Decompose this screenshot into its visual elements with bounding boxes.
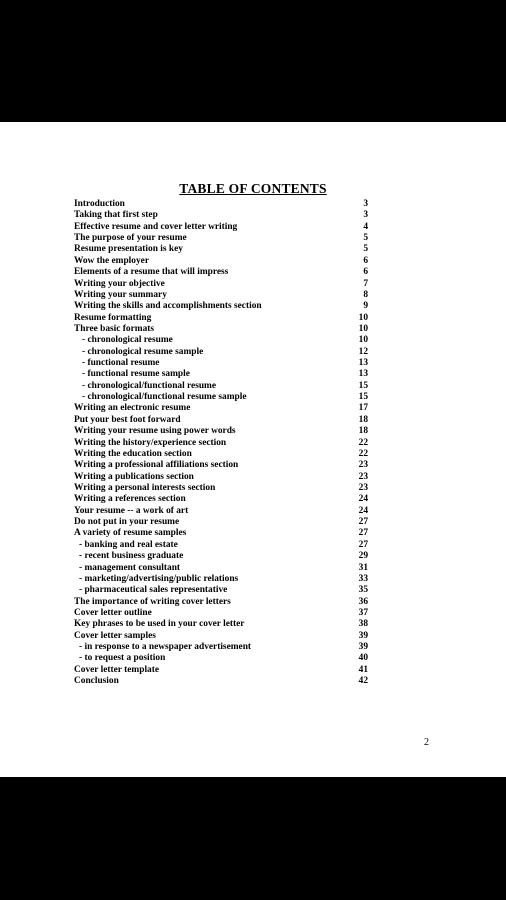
toc-entry[interactable] (74, 631, 368, 642)
toc-entry-label: A variety of resume samples (74, 528, 187, 539)
toc-entry[interactable] (74, 267, 368, 278)
toc-entry-page: 8 (363, 289, 368, 300)
toc-entry-label: Cover letter samples (74, 630, 156, 641)
toc-entry-label: The importance of writing cover letters (74, 596, 231, 607)
toc-entry-page: 10 (358, 312, 368, 323)
toc-entry[interactable] (74, 676, 368, 687)
toc-entry[interactable] (74, 324, 368, 335)
toc-entry-label: Your resume -- a work of art (74, 505, 189, 516)
toc-entry[interactable] (74, 642, 368, 653)
toc-entry-page: 23 (358, 460, 368, 471)
toc-entry-page: 22 (358, 437, 368, 448)
toc-entry-page: 6 (363, 267, 368, 278)
toc-entry-page: 39 (358, 630, 368, 641)
toc-entry-label: Cover letter outline (74, 607, 152, 618)
toc-entry-label: Writing your summary (74, 289, 167, 300)
page-number: 2 (424, 737, 429, 748)
toc-entry-page: 7 (363, 278, 368, 289)
toc-entry-label: - chronological resume sample (82, 346, 204, 357)
toc-entry-label: Writing your objective (74, 278, 165, 289)
toc-entry-page: 10 (358, 323, 368, 334)
toc-entry-label: Writing a personal interests section (74, 482, 216, 493)
toc-entry-label: - to request a position (79, 653, 166, 664)
toc-entry-label: Writing a publications section (74, 471, 194, 482)
toc-entry-label: Conclusion (74, 676, 119, 687)
toc-entry[interactable] (74, 608, 368, 619)
toc-entry-page: 18 (358, 414, 368, 425)
toc-entry-label: - chronological resume (82, 335, 173, 346)
toc-entry-page: 12 (358, 346, 368, 357)
toc-entry-label: Writing a references section (74, 494, 186, 505)
toc-entry[interactable] (74, 653, 368, 664)
toc-entry-page: 35 (358, 585, 368, 596)
toc-entry-page: 22 (358, 448, 368, 459)
toc-entry[interactable] (74, 244, 368, 255)
toc-entry-label: Resume formatting (74, 312, 152, 323)
toc-entry[interactable] (74, 210, 368, 221)
toc-entry-label: Do not put in your resume (74, 517, 180, 528)
toc-entry[interactable] (74, 540, 368, 551)
toc-entry[interactable] (74, 290, 368, 301)
toc-entry-label: Three basic formats (74, 323, 155, 334)
toc-entry-page: 29 (358, 551, 368, 562)
toc-entry[interactable] (74, 472, 368, 483)
toc-entry-page: 36 (358, 596, 368, 607)
toc-entry-page: 13 (358, 358, 368, 369)
toc-entry-label: Writing your resume using power words (74, 426, 236, 437)
toc-title: TABLE OF CONTENTS (179, 181, 327, 196)
toc-entry-page: 38 (358, 619, 368, 630)
toc-entry-label: Cover letter template (74, 664, 160, 675)
toc-entry[interactable] (74, 279, 368, 290)
toc-entry-label: Writing the history/experience section (74, 437, 227, 448)
toc-entry[interactable] (74, 528, 368, 539)
toc-entry-label: Effective resume and cover letter writing (74, 221, 238, 232)
toc-entry-page: 42 (358, 676, 368, 687)
toc-entry-page: 27 (358, 539, 368, 550)
toc-entry-page: 6 (363, 255, 368, 266)
toc-entry[interactable] (74, 369, 368, 380)
toc-entry-label: Resume presentation is key (74, 244, 183, 255)
toc-entry[interactable] (74, 494, 368, 505)
toc-entry-label: Writing a professional affiliations section (74, 460, 239, 471)
toc-entry[interactable] (74, 506, 368, 517)
toc-entry-label: - in response to a newspaper advertisement (79, 642, 252, 653)
toc-entry-label: The purpose of your resume (74, 233, 187, 244)
toc-entry-page: 13 (358, 369, 368, 380)
toc-entry-label: - chronological/functional resume sample (82, 392, 247, 403)
toc-entry[interactable] (74, 619, 368, 630)
toc-entry-page: 37 (358, 607, 368, 618)
toc-entry-label: - management consultant (79, 562, 181, 573)
toc-list (74, 199, 368, 687)
toc-entry-label: Writing an electronic resume (74, 403, 191, 414)
top-letterbox (0, 0, 506, 122)
toc-entry-page: 18 (358, 426, 368, 437)
toc-entry[interactable] (74, 403, 368, 414)
toc-entry-label: - functional resume (82, 358, 160, 369)
toc-entry-label: Wow the employer (74, 255, 149, 266)
toc-entry-page: 39 (358, 642, 368, 653)
toc-entry-page: 23 (358, 471, 368, 482)
toc-entry[interactable] (74, 415, 368, 426)
toc-entry-label: Key phrases to be used in your cover letter (74, 619, 245, 630)
toc-entry-label: Taking that first step (74, 210, 158, 221)
toc-entry[interactable] (74, 597, 368, 608)
toc-entry-label: - banking and real estate (79, 539, 178, 550)
toc-entry-page: 27 (358, 528, 368, 539)
toc-entry-page: 17 (358, 403, 368, 414)
toc-entry-page: 9 (363, 301, 368, 312)
toc-entry-label: Elements of a resume that will impress (74, 267, 229, 278)
toc-entry-label: Put your best foot forward (74, 414, 181, 425)
toc-entry[interactable] (74, 449, 368, 460)
toc-entry[interactable] (74, 483, 368, 494)
toc-entry[interactable] (74, 313, 368, 324)
toc-entry[interactable] (74, 460, 368, 471)
toc-entry-page: 3 (363, 210, 368, 221)
toc-entry-page: 15 (358, 380, 368, 391)
toc-entry-page: 5 (363, 244, 368, 255)
toc-entry-page: 33 (358, 573, 368, 584)
toc-entry-page: 3 (363, 199, 368, 209)
toc-entry[interactable] (74, 438, 368, 449)
toc-entry[interactable] (74, 517, 368, 528)
toc-entry[interactable] (74, 358, 368, 369)
toc-entry-page: 4 (363, 221, 368, 232)
toc-entry[interactable] (74, 222, 368, 233)
toc-entry-label: - chronological/functional resume (82, 380, 217, 391)
document-page[interactable] (0, 122, 506, 777)
toc-entry-page: 10 (358, 335, 368, 346)
toc-entry-page: 5 (363, 233, 368, 244)
toc-entry[interactable] (74, 301, 368, 312)
toc-entry[interactable] (74, 665, 368, 676)
toc-entry-page: 23 (358, 482, 368, 493)
toc-entry[interactable] (74, 585, 368, 596)
toc-entry[interactable] (74, 563, 368, 574)
toc-entry-label: - functional resume sample (82, 369, 190, 380)
toc-entry-label: - recent business graduate (79, 551, 184, 562)
toc-entry[interactable] (74, 392, 368, 403)
toc-entry-label: Writing the skills and accomplishments section (74, 301, 262, 312)
toc-entry-page: 27 (358, 517, 368, 528)
toc-entry-label: Writing the education section (74, 448, 192, 459)
toc-entry[interactable] (74, 347, 368, 358)
toc-entry-page: 15 (358, 392, 368, 403)
toc-entry[interactable] (74, 574, 368, 585)
toc-entry-label: Introduction (74, 199, 125, 209)
toc-entry-label: - marketing/advertising/public relations (79, 573, 239, 584)
toc-entry-page: 41 (358, 664, 368, 675)
toc-entry[interactable] (74, 381, 368, 392)
toc-entry-page: 31 (358, 562, 368, 573)
toc-entry[interactable] (74, 256, 368, 267)
bottom-letterbox (0, 777, 506, 900)
toc-entry[interactable] (74, 233, 368, 244)
toc-entry[interactable] (74, 551, 368, 562)
toc-entry-label: - pharmaceutical sales representative (79, 585, 228, 596)
toc-entry[interactable] (74, 199, 368, 210)
toc-entry-page: 40 (358, 653, 368, 664)
toc-entry-page: 24 (358, 505, 368, 516)
toc-entry[interactable] (74, 335, 368, 346)
toc-entry-page: 24 (358, 494, 368, 505)
toc-entry[interactable] (74, 426, 368, 437)
